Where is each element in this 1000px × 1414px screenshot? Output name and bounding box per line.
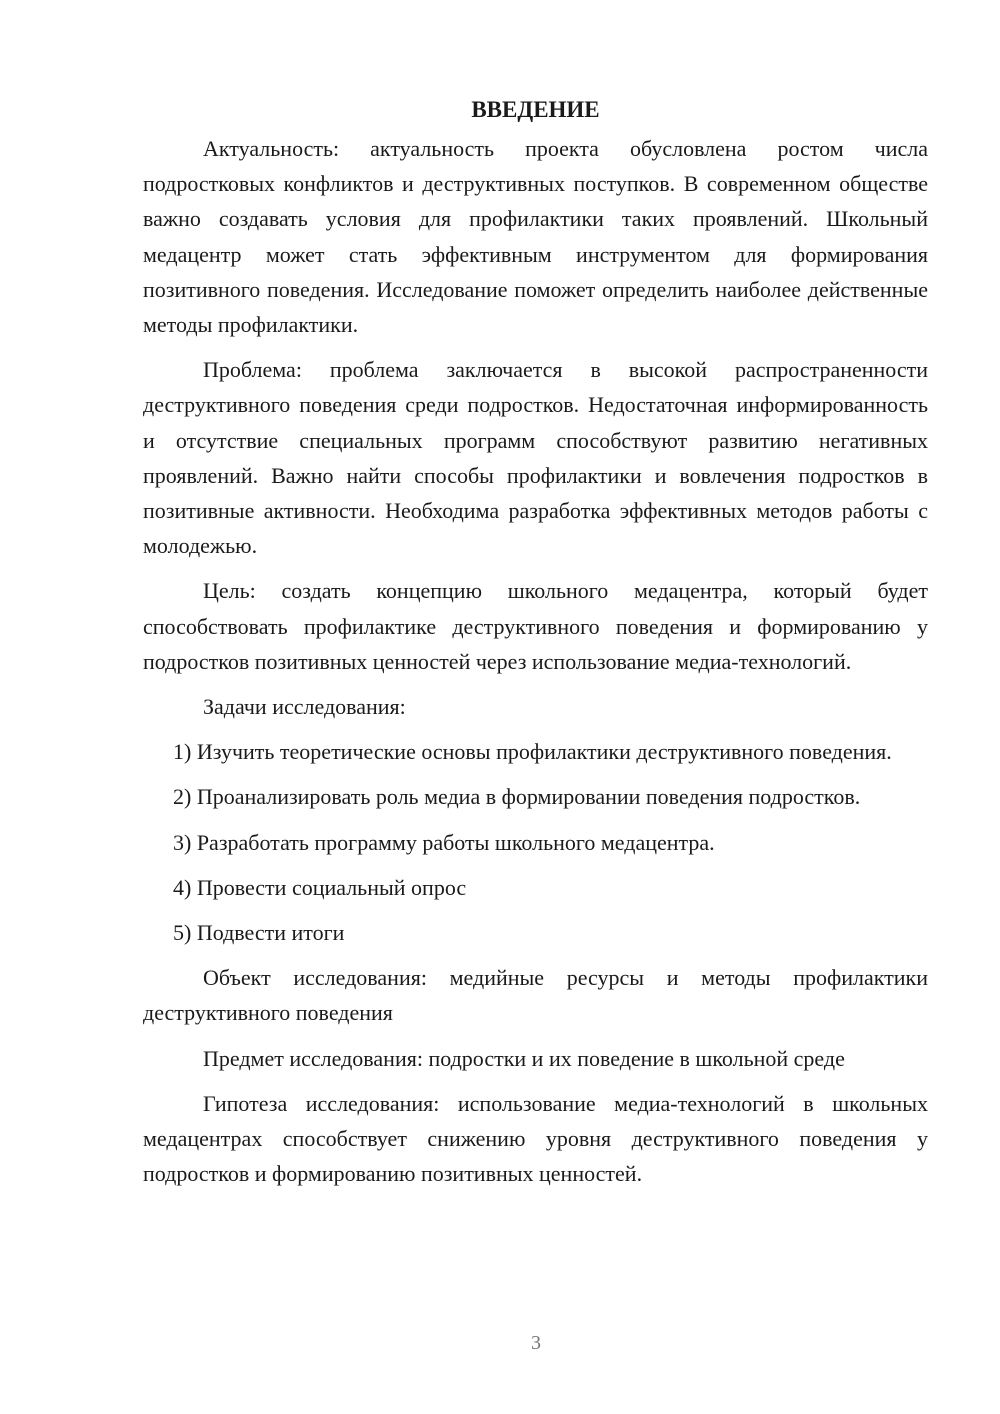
goal-paragraph: Цель: создать концепцию школьного медацентра, который будет способствовать профилактике деструктивного поведения и формированию у подростков позитивных ценностей через использование медиа-технологий.: [143, 578, 928, 674]
task-item: 5) Подвести итоги: [173, 920, 345, 946]
relevance-paragraph: Актуальность: актуальность проекта обусловлена ростом числа подростковых конфликтов и деструктивных поступков. В современном обществе важно создавать условия для профилактики таких проявлений. Школьный медацентр может стать эффективным инструментом для формирования позитивного поведения. Исследование поможет определить наиболее действенные методы профилактики.: [143, 136, 928, 338]
hypothesis-paragraph: Гипотеза исследования: использование медиа-технологий в школьных медацентрах способствует снижению уровня деструктивного поведения у подростков и формированию позитивных ценностей.: [143, 1090, 928, 1187]
tasks-heading: Задачи исследования:: [203, 694, 406, 720]
task-item: 3) Разработать программу работы школьного медацентра.: [173, 829, 715, 855]
object-paragraph: Объект исследования: медийные ресурсы и методы профилактики деструктивного поведения: [143, 965, 928, 1026]
section-title: ВВЕДЕНИЕ: [471, 97, 600, 122]
page-number: 3: [531, 1332, 541, 1354]
subject-paragraph: Предмет исследования: подростки и их поведение в школьной среде: [203, 1045, 845, 1071]
problem-paragraph: Проблема: проблема заключается в высокой распространенности деструктивного поведения среди подростков. Недостаточная информированность и отсутствие специальных программ способствуют развитию негативных проявлений. Важно найти способы профилактики и вовлечения подростков в позитивные активности. Необходима разработка эффективных методов работы с молодежью.: [143, 357, 928, 559]
document-page: [143, 92, 928, 1201]
task-item: 4) Провести социальный опрос: [173, 874, 467, 900]
task-item: 1) Изучить теоретические основы профилактики деструктивного поведения.: [173, 739, 892, 765]
task-item: 2) Проанализировать роль медиа в формировании поведения подростков.: [173, 784, 861, 810]
